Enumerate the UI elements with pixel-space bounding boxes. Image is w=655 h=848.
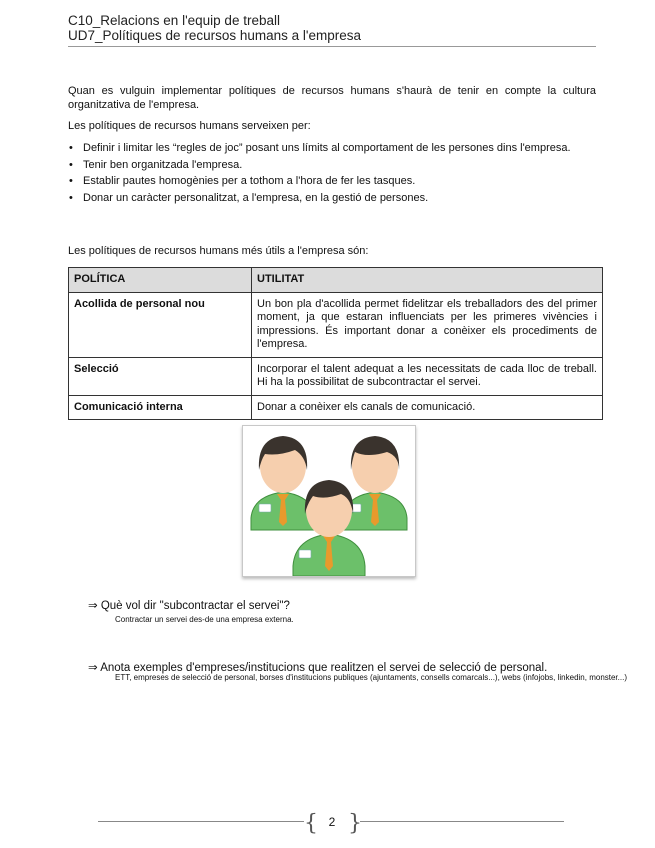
purpose-heading: Les polítiques de recursos humans serveixen per: — [68, 120, 311, 132]
table-intro: Les polítiques de recursos humans més útils a l'empresa són: — [68, 245, 369, 257]
table-header-row — [69, 268, 603, 293]
bullet-icon: • — [69, 142, 73, 154]
purpose-list — [68, 141, 596, 205]
question-1 — [88, 598, 290, 612]
header-divider — [68, 46, 596, 47]
bullet-icon: • — [69, 191, 73, 204]
team-illustration — [242, 425, 416, 577]
column-header-utility: UTILITAT — [252, 268, 603, 293]
answer-1: Contractar un servei des-de una empresa externa. — [115, 615, 294, 624]
policies-table — [68, 267, 603, 420]
table-row — [69, 292, 603, 357]
footer-right-brace-icon: } — [348, 811, 362, 836]
utility-cell: Un bon pla d'acollida permet fidelitzar els treballadors des del primer moment, ja que estaran influenciats per les primeres vivències i impressions. És important donar a conèixer els procediments de l'empresa. — [252, 292, 603, 357]
policy-cell: Selecció — [69, 357, 252, 395]
table-row — [69, 395, 603, 420]
footer-rule-left — [98, 821, 304, 822]
utility-cell: Incorporar el talent adequat a les necessitats de cada lloc de treball. Hi ha la possibilitat de subcontractar el servei. — [252, 357, 603, 395]
body-content — [68, 84, 596, 207]
page-number: 2 — [328, 815, 336, 829]
list-item: • Tenir ben organitzada l'empresa. — [69, 158, 243, 171]
question-2 — [88, 660, 547, 674]
team-people-icon — [243, 426, 415, 576]
question-text: Què vol dir "subcontractar el servei"? — [100, 600, 290, 612]
page-header — [68, 13, 596, 47]
policy-cell: Acollida de personal nou — [69, 292, 252, 357]
list-item: • Establir pautes homogènies per a tothom a l'hora de fer les tasques. — [69, 175, 416, 187]
course-title: C10_Relacions en l'equip de treball — [68, 13, 280, 28]
question-text: Anota exemples d'empreses/institucions que realitzen el servei de selecció de personal. — [100, 662, 548, 674]
answer-2: ETT, empreses de selecció de personal, borses d'institucions publiques (ajuntaments, consells comarcals...), webs (infojobs, linkedin, monster...) — [115, 673, 627, 682]
arrow-right-icon: ⇒ — [88, 662, 98, 674]
policy-cell: Comunicació interna — [69, 395, 252, 420]
footer-left-brace-icon: { — [304, 811, 318, 836]
bullet-icon: • — [69, 175, 73, 187]
column-header-policy: POLÍTICA — [69, 268, 252, 293]
unit-title: UD7_Polítiques de recursos humans a l'empresa — [68, 28, 361, 43]
utility-cell: Donar a conèixer els canals de comunicació. — [252, 395, 603, 420]
arrow-right-icon: ⇒ — [88, 600, 98, 612]
person-left-icon — [251, 436, 315, 530]
person-right-icon — [343, 436, 407, 530]
list-item: • Donar un caràcter personalitzat, a l'empresa, en la gestió de persones. — [69, 191, 429, 204]
table-row — [69, 357, 603, 395]
bullet-icon: • — [69, 158, 73, 171]
list-item: • Definir i limitar les “regles de joc” posant uns límits al comportament de les persones dins l'empresa. — [69, 142, 571, 154]
footer-rule-right — [360, 821, 564, 822]
intro-paragraph: Quan es vulguin implementar polítiques de recursos humans s'haurà de tenir en compte la cultura organitzativa de l'empresa. — [68, 85, 596, 111]
